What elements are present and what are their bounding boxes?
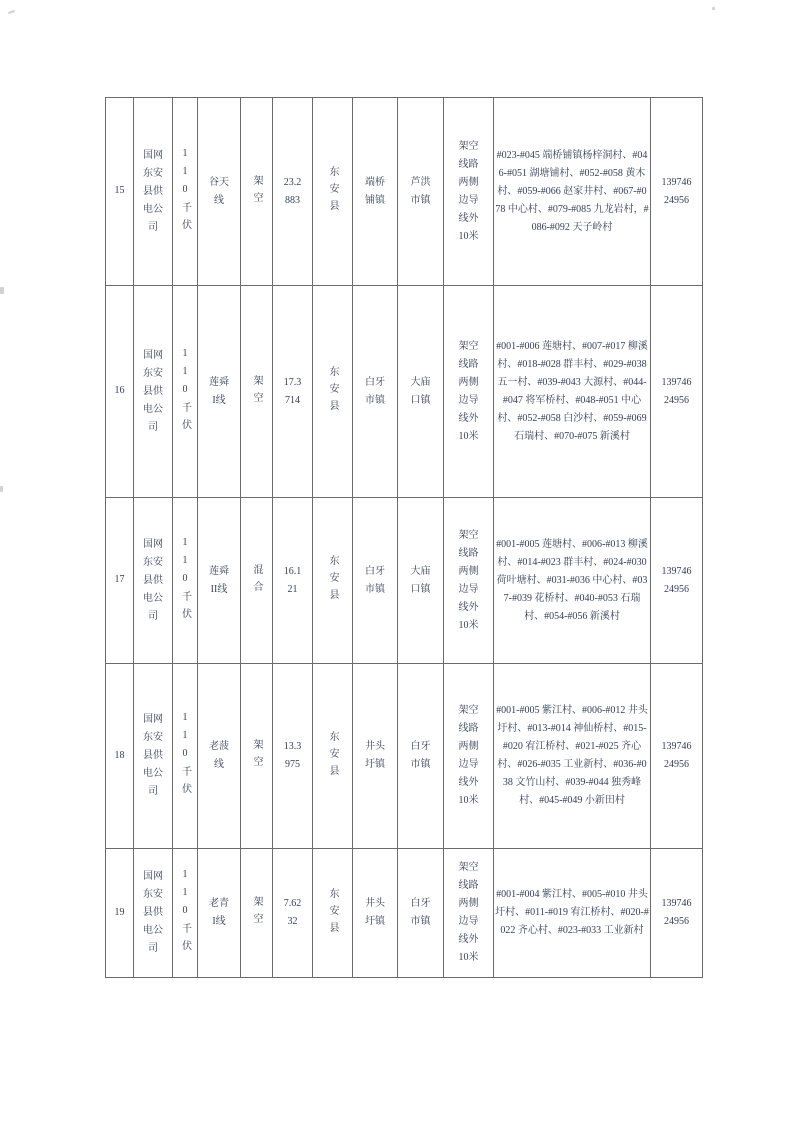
cell-phone [651, 664, 703, 849]
cell-line-type [241, 498, 273, 664]
cell-start-town [353, 849, 398, 978]
protection-range-text: 架空线路两侧边导线外10米 [458, 140, 479, 242]
cell-villages: #023-#045 端桥铺镇杨梓洞村、#046-#051 湖塘铺村、#052-#058 黄木村、#059-#066 赵家井村、#067-#078 中心村、#079-#085 九龙岩村，#086-#092 天子岭村 [494, 98, 651, 286]
cell-company [134, 664, 173, 849]
cell-voltage [173, 849, 198, 978]
cell-line-type [241, 286, 273, 498]
start-town-text: 井头圩镇 [365, 741, 385, 770]
line-name-text: 莲舜I线 [209, 376, 229, 406]
end-town-text: 芦洪市镇 [410, 176, 431, 206]
cell-protection-range [444, 286, 494, 498]
line-type-text: 混合 [251, 563, 262, 598]
cell-company [134, 498, 173, 664]
line-name-text: 谷天线 [209, 176, 229, 206]
cell-phone [651, 498, 703, 664]
start-town-text: 端桥铺镇 [365, 176, 385, 206]
row-index-text: 16 [114, 385, 125, 397]
cell-villages: #001-#005 紫江村、#006-#012 井头圩村、#013-#014 神仙桥村、#015-#020 宥江桥村、#021-#025 齐心村、#026-#035 工业新村、#036-#038 文竹山村、#039-#044 独秀峰村、#045-#049 小新田村 [494, 664, 651, 849]
cell-voltage [173, 286, 198, 498]
cell-start-town [353, 98, 398, 286]
line-type-text: 架空 [251, 896, 262, 930]
cell-length [273, 849, 313, 978]
phone-text: 13974624956 [661, 376, 692, 406]
phone-text: 13974624956 [661, 565, 692, 595]
county-text: 东安县 [327, 730, 338, 782]
voltage-text: 110千伏 [179, 712, 191, 800]
company-text: 国网东安县供电公司 [143, 714, 163, 797]
protection-range-text: 架空线路两侧边导线外10米 [458, 862, 479, 963]
voltage-text: 110千伏 [179, 147, 191, 236]
county-text: 东安县 [327, 887, 338, 939]
cell-index [106, 849, 134, 978]
cell-length [273, 286, 313, 498]
scan-artifact [0, 287, 4, 294]
start-town-text: 井头圩镇 [365, 898, 385, 927]
end-town-text: 白牙市镇 [410, 741, 431, 770]
cell-company [134, 849, 173, 978]
table-row [106, 98, 703, 286]
phone-text: 13974624956 [661, 741, 692, 770]
cell-protection-range [444, 849, 494, 978]
cell-line-name [198, 98, 241, 286]
length-text: 23.2883 [283, 176, 302, 206]
cell-villages: #001-#004 紫江村、#005-#010 井头圩村、#011-#019 宥江桥村、#020-#022 齐心村、#023-#033 工业新村 [494, 849, 651, 978]
cell-line-type [241, 664, 273, 849]
cell-index [106, 286, 134, 498]
row-index-text: 18 [114, 749, 125, 761]
cell-line-type [241, 849, 273, 978]
cell-voltage [173, 664, 198, 849]
phone-text: 13974624956 [661, 176, 692, 206]
cell-protection-range [444, 98, 494, 286]
line-name-text: 老青I线 [209, 898, 229, 927]
county-text: 东安县 [327, 366, 338, 417]
table-row [106, 286, 703, 498]
cell-county [313, 849, 353, 978]
cell-index [106, 664, 134, 849]
cell-county [313, 286, 353, 498]
table-row [106, 498, 703, 664]
cell-end-town [398, 286, 444, 498]
company-text: 国网东安县供电公司 [143, 871, 163, 954]
cell-length [273, 498, 313, 664]
cell-line-name [198, 664, 241, 849]
scan-artifact [8, 10, 15, 14]
length-text: 13.3975 [283, 741, 302, 770]
voltage-text: 110千伏 [179, 536, 191, 625]
county-text: 东安县 [327, 555, 338, 606]
line-name-text: 莲舜II线 [209, 565, 229, 595]
length-text: 17.3714 [283, 376, 302, 406]
cell-end-town [398, 849, 444, 978]
cell-start-town [353, 498, 398, 664]
company-text: 国网东安县供电公司 [143, 538, 163, 622]
length-text: 7.6232 [283, 898, 302, 927]
cell-end-town [398, 498, 444, 664]
cell-length [273, 664, 313, 849]
cell-phone [651, 849, 703, 978]
row-index-text: 15 [114, 185, 125, 197]
cell-voltage [173, 498, 198, 664]
county-text: 东安县 [327, 166, 338, 217]
start-town-text: 白牙市镇 [365, 565, 385, 595]
cell-protection-range [444, 664, 494, 849]
row-index-text: 17 [114, 574, 125, 586]
cell-county [313, 664, 353, 849]
cell-voltage [173, 98, 198, 286]
voltage-text: 110千伏 [179, 347, 191, 436]
line-type-text: 架空 [251, 174, 262, 209]
protection-range-text: 架空线路两侧边导线外10米 [458, 705, 479, 806]
cell-company [134, 286, 173, 498]
end-town-text: 大庙口镇 [410, 565, 431, 595]
cell-company [134, 98, 173, 286]
cell-county [313, 98, 353, 286]
cell-villages: #001-#006 莲塘村、#007-#017 柳溪村、#018-#028 群丰村、#029-#038 五一村、#039-#043 大源村、#044-#047 将军桥村、#048-#051 中心村、#052-#058 白沙村、#059-#069 石瑞村、#070-#075 新溪村 [494, 286, 651, 498]
phone-text: 13974624956 [661, 898, 692, 927]
voltage-text: 110千伏 [179, 869, 191, 957]
cell-length [273, 98, 313, 286]
row-index-text: 19 [114, 906, 125, 918]
scan-artifact [712, 7, 715, 10]
end-town-text: 白牙市镇 [410, 898, 431, 927]
table-row [106, 664, 703, 849]
cell-start-town [353, 286, 398, 498]
company-text: 国网东安县供电公司 [143, 349, 163, 433]
cell-villages: #001-#005 莲塘村、#006-#013 柳溪村、#014-#023 群丰村、#024-#030 荷叶塘村、#031-#036 中心村、#037-#039 花桥村、#040-#053 石瑞村、#054-#056 新溪村 [494, 498, 651, 664]
cell-line-name [198, 286, 241, 498]
protection-range-text: 架空线路两侧边导线外10米 [458, 529, 479, 631]
length-text: 16.121 [283, 565, 302, 595]
cell-index [106, 498, 134, 664]
table-row [106, 849, 703, 978]
cell-protection-range [444, 498, 494, 664]
cell-line-name [198, 849, 241, 978]
cell-line-type [241, 98, 273, 286]
cell-end-town [398, 98, 444, 286]
power-line-protection-table [105, 97, 703, 978]
line-type-text: 架空 [251, 739, 262, 773]
cell-start-town [353, 664, 398, 849]
protection-range-text: 架空线路两侧边导线外10米 [458, 340, 479, 442]
cell-end-town [398, 664, 444, 849]
start-town-text: 白牙市镇 [365, 376, 385, 406]
line-name-text: 老菠线 [209, 741, 229, 770]
line-type-text: 架空 [251, 374, 262, 409]
cell-phone [651, 98, 703, 286]
end-town-text: 大庙口镇 [410, 376, 431, 406]
company-text: 国网东安县供电公司 [143, 149, 163, 233]
cell-county [313, 498, 353, 664]
scan-artifact [0, 486, 3, 492]
cell-index [106, 98, 134, 286]
cell-phone [651, 286, 703, 498]
cell-line-name [198, 498, 241, 664]
